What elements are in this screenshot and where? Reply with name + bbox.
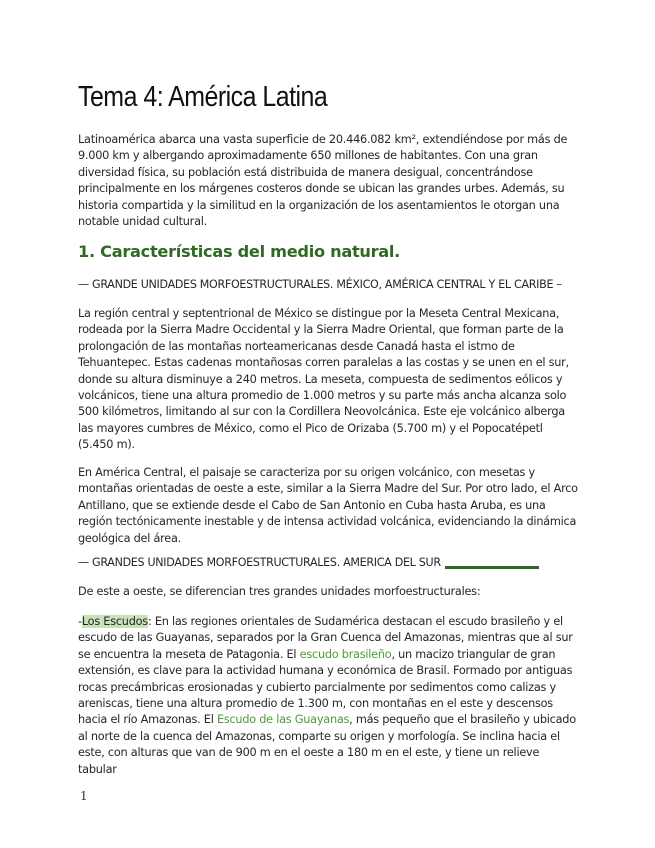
highlight-los-escudos: Los Escudos xyxy=(81,615,148,628)
link-escudo-guayanas[interactable]: Escudo de las Guayanas xyxy=(216,713,350,727)
intro-paragraph: Latinoamérica abarca una vasta superficie de 20.446.082 km², extendiéndose por más de 9.000 km y albergando aproximadamente 650 millones de habitantes. Con una gran diversidad física, su población está distribuida de manera desigual, concentrándose principalmente en los márgenes costeros donde se ubican las grandes urbes. Además, su historia compartida y la similitud en la organización de los asentamientos le otorgan una notable unidad cultural. xyxy=(78,133,568,229)
subheading-south-america xyxy=(78,555,539,571)
escudos-text-3: , más pequeño que el brasileño y ubicado al norte de la cuenca del Amazonas, comparte su origen y morfología. Se inclina hacia el este, con alturas que van de 900 m en el oeste a 180 m en el este, y tiene un relieve tabular xyxy=(78,713,576,776)
green-rule xyxy=(445,566,539,569)
paragraph-escudos xyxy=(78,614,580,778)
subheading-mexico: — GRANDE UNIDADES MORFOESTRUCTURALES. MÉXICO, AMÉRICA CENTRAL Y EL CARIBE – xyxy=(78,278,562,291)
paragraph-units-intro: De este a oeste, se diferencian tres grandes unidades morfoestructurales: xyxy=(78,585,481,598)
paragraph-central-america: En América Central, el paisaje se caracteriza por su origen volcánico, con mesetas y montañas orientadas de oeste a este, similar a la Sierra Madre del Sur. Por otro lado, el Arco Antillano, que se extiende desde el Cabo de San Antonio en Cuba hasta Aruba, es una región tectónicamente inestable y de intensa actividad volcánica, evidenciando la dinámica geológica del área. xyxy=(78,466,578,545)
page-title: Tema 4: América Latina xyxy=(78,81,328,113)
escudos-text-1: : En las regiones orientales de Sudamérica destacan el escudo brasileño y el escudo de las Guayanas, separados por la Gran Cuenca del Amazonas, mientras que al sur se encuentra la meseta de Patagonia. El xyxy=(78,615,573,661)
paragraph-mexico: La región central y septentrional de México se distingue por la Meseta Central Mexicana, rodeada por la Sierra Madre Occidental y la Sierra Madre Oriental, que forman parte de la prolongación de las montañas norteamericanas desde Canadá hasta el istmo de Tehuantepec. Estas cadenas montañosas corren paralelas a las costas y se unen en el sur, donde su altura disminuye a 240 metros. La meseta, compuesta de sedimentos eólicos y volcánicos, tiene una altura promedio de 1.000 metros y su parte más ancha alcanza solo 500 kilómetros, limitando al sur con la Cordillera Neovolcánica. Este eje volcánico alberga las mayores cumbres de México, como el Pico de Orizaba (5.700 m) y el Popocatépetl (5.450 m). xyxy=(78,307,569,452)
subheading-south-america-text: — GRANDES UNIDADES MORFOESTRUCTURALES. AMERICA DEL SUR xyxy=(78,556,441,569)
page-number: 1 xyxy=(80,789,88,803)
link-escudo-brasileno[interactable]: escudo brasileño xyxy=(299,647,392,661)
list-dash: - xyxy=(78,615,82,628)
escudos-text-2: , un macizo triangular de gran extensión, es clave para la actividad humana y económica de Brasil. Formado por antiguas rocas precámbricas erosionadas y cubierto parcialmente por sedimentos como calizas y areniscas, tiene una altura promedio de 1.300 m, con montañas en el este y descensos hacia el río Amazonas. El xyxy=(78,647,573,727)
section-heading: 1. Características del medio natural. xyxy=(78,242,401,261)
